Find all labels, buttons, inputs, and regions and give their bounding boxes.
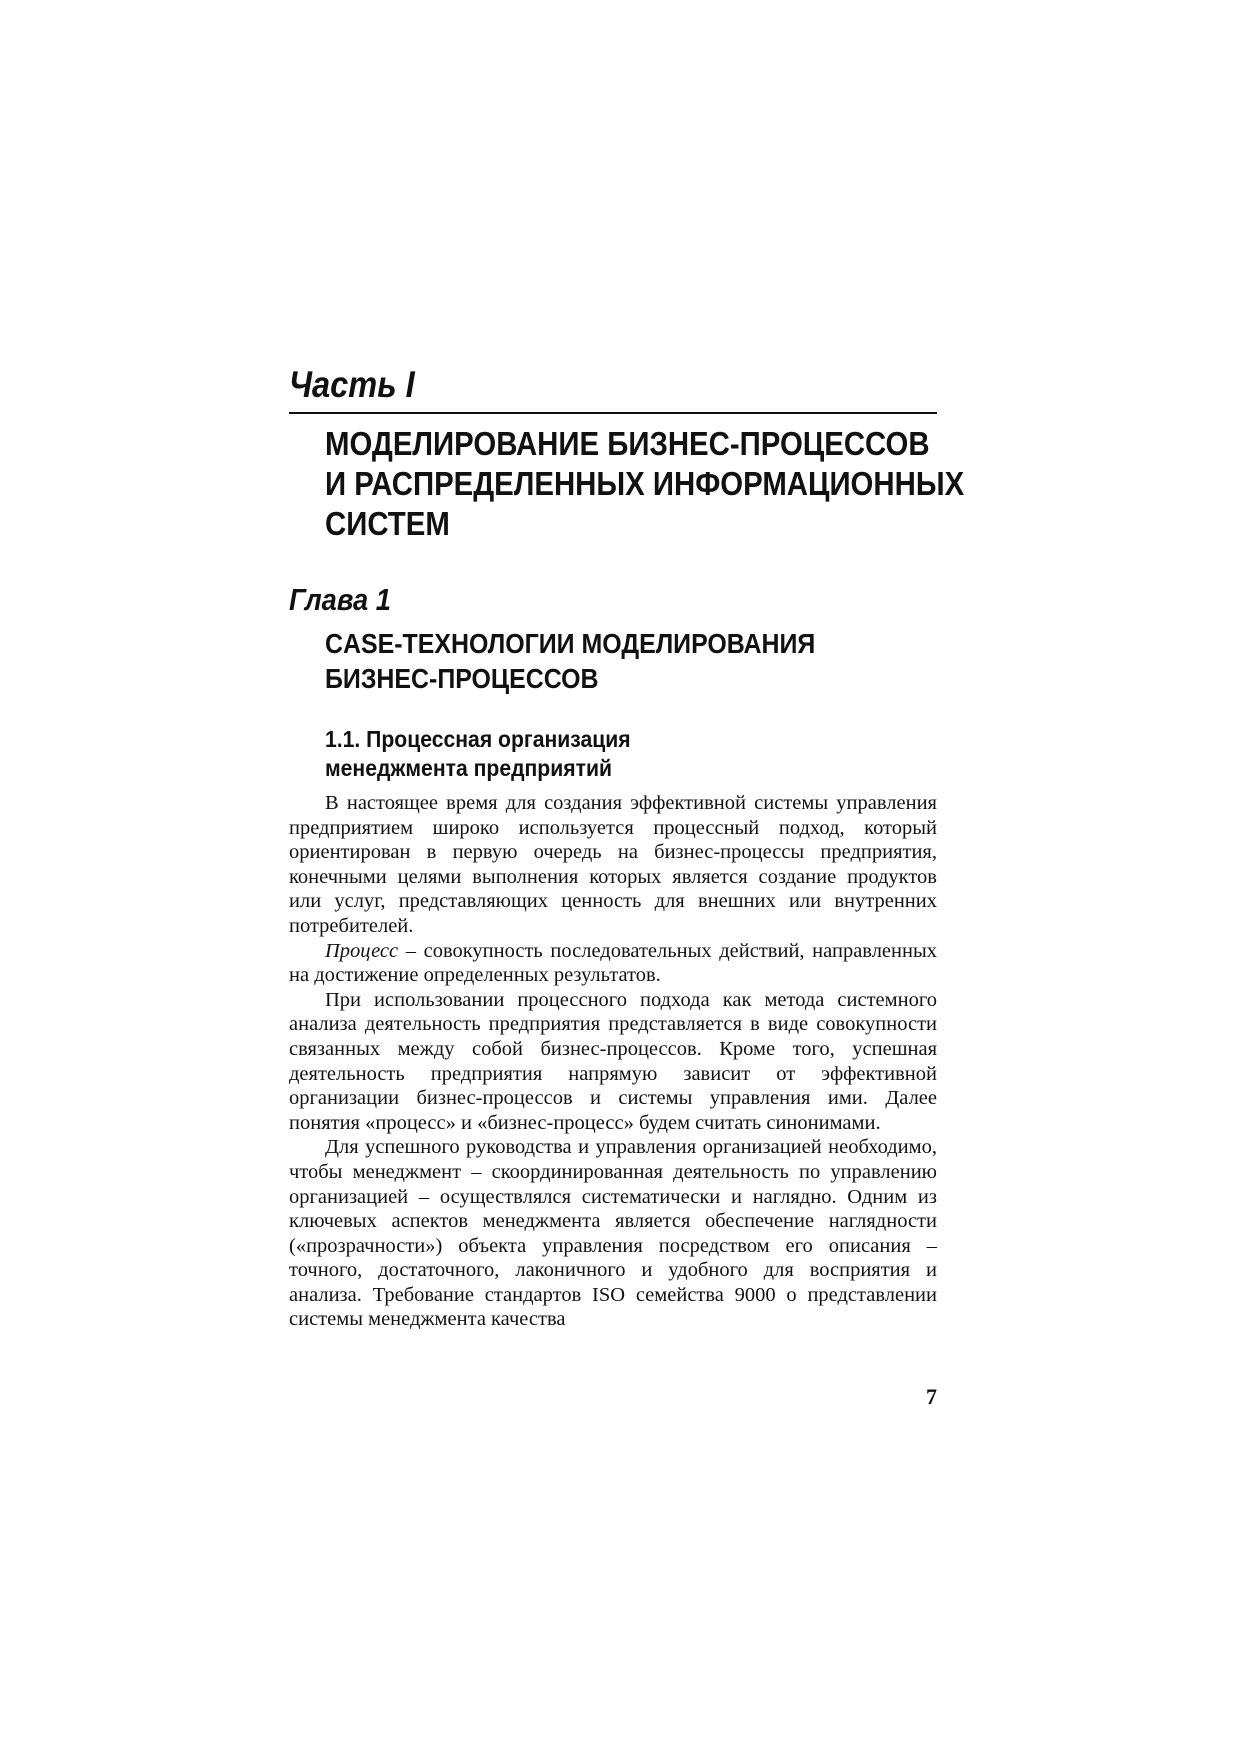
defined-term: Процесс bbox=[325, 939, 399, 962]
paragraph-definition bbox=[289, 939, 937, 988]
page-number: 7 bbox=[926, 1384, 937, 1409]
part-label: Часть I bbox=[289, 364, 415, 405]
paragraph: В настоящее время для создания эффективной системы управления предприятием широко используется процессный подход, который ориентирован в первую очередь на бизнес-процессы предприятия, конечными целями выполнения которых является создание продуктов или услуг, представляющих ценность для внешних или внутренних потребителей. bbox=[289, 792, 937, 937]
part-title-line: МОДЕЛИРОВАНИЕ БИЗНЕС-ПРОЦЕССОВ bbox=[325, 425, 930, 462]
chapter-title bbox=[325, 626, 930, 696]
section-title bbox=[325, 725, 877, 783]
part-title-line: СИСТЕМ bbox=[325, 505, 450, 542]
body-text bbox=[289, 791, 937, 1332]
section-title-line: менеджмента предприятий bbox=[325, 755, 612, 781]
section-title-line: 1.1. Процессная организация bbox=[325, 726, 631, 752]
part-divider-rule bbox=[289, 412, 937, 414]
paragraph: При использовании процессного подхода как метода системного анализа деятельность предприятия представляется в виде совокупности связанных между собой бизнес-процессов. Кроме того, успешная деятельность предприятия напрямую зависит от эффективной организации бизнес-процессов и системы управления ими. Далее понятия «процесс» и «бизнес-процесс» будем считать синонимами. bbox=[289, 988, 937, 1134]
definition-text: – совокупность последовательных действий, направленных на достижение определенных результатов. bbox=[289, 939, 937, 987]
chapter-title-line: БИЗНЕС-ПРОЦЕССОВ bbox=[325, 663, 599, 694]
chapter-title-line: CASE-ТЕХНОЛОГИИ МОДЕЛИРОВАНИЯ bbox=[325, 628, 816, 659]
part-title bbox=[325, 424, 965, 544]
part-title-line: И РАСПРЕДЕЛЕННЫХ ИНФОРМАЦИОННЫХ bbox=[325, 465, 965, 502]
chapter-label: Глава 1 bbox=[289, 582, 391, 617]
paragraph: Для успешного руководства и управления организацией необходимо, чтобы менеджмент – скоординированная деятельность по управлению организацией – осуществлялся систематически и наглядно. Одним из ключевых аспектов менеджмента является обеспечение наглядности («прозрачности») объекта управления посредством его описания – точного, достаточного, лаконичного и удобного для восприятия и анализа. Требование стандартов ISO семейства 9000 о представлении системы менеджмента качества bbox=[289, 1136, 937, 1331]
